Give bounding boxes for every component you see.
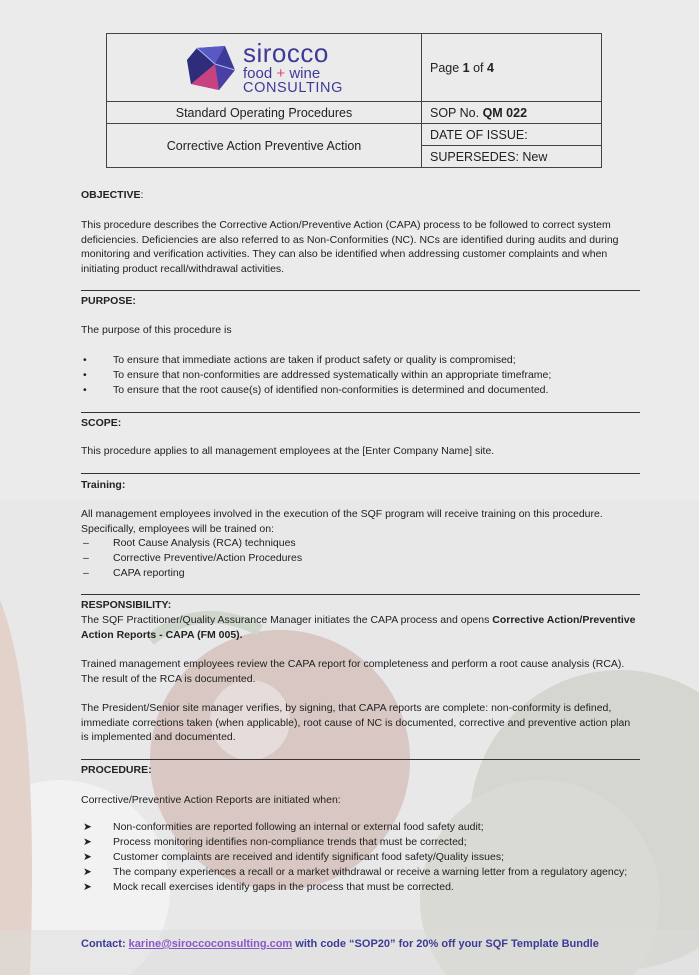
logo-cell — [107, 34, 422, 102]
list-item: ➤ Customer complaints are received and identify significant food safety/Quality issues; — [83, 851, 505, 863]
logo-cube-icon — [185, 42, 237, 94]
list-item: • To ensure that non-conformities are addressed systematically within an appropriate timeframe; — [83, 369, 552, 381]
section-divider — [81, 290, 640, 291]
list-item: – CAPA reporting — [83, 567, 185, 579]
purpose-heading: PURPOSE: — [81, 295, 136, 307]
supersedes-cell: SUPERSEDES: New — [422, 146, 602, 168]
objective-heading: OBJECTIVE: — [81, 189, 144, 201]
company-logo — [115, 37, 413, 96]
list-item: ➤ Mock recall exercises identify gaps in the process that must be corrected. — [83, 881, 454, 893]
section-divider — [81, 473, 640, 474]
list-item: – Corrective Preventive/Action Procedures — [83, 552, 303, 564]
training-text: All management employees involved in the execution of the SQF program will receive training on this procedure. Specifically, employees will be trained on: — [81, 508, 603, 535]
section-divider — [81, 594, 640, 595]
purpose-list — [81, 353, 640, 398]
training-heading: Training: — [81, 479, 126, 491]
procedure-intro: Corrective/Preventive Action Reports are initiated when: — [81, 794, 341, 806]
list-item: • To ensure that the root cause(s) of identified non-conformities is determined and documented. — [83, 384, 549, 396]
procedure-list — [81, 820, 640, 895]
responsibility-p1: The SQF Practitioner/Quality Assurance Manager initiates the CAPA process and opens Corrective Action/Preventive Action Reports - CAPA (FM 005). — [81, 614, 636, 641]
responsibility-p3: The President/Senior site manager verifies, by signing, that CAPA reports are complete: non-conformity is defined, immediate corrections taken (when applicable), root cause of NC is documented, corrective and preventive action plan is implemented and documented. — [81, 702, 631, 743]
purpose-intro: The purpose of this procedure is — [81, 324, 232, 336]
contact-line: Contact: karine@siroccoconsulting.com with code “SOP20” for 20% off your SQF Template Bundle — [81, 938, 599, 950]
list-item: ➤ Non-conformities are reported following an internal or external food safety audit; — [83, 821, 484, 833]
logo-line-2: food + wine — [243, 64, 321, 82]
list-item: – Root Cause Analysis (RCA) techniques — [83, 537, 296, 549]
list-item: ➤ The company experiences a recall or a market withdrawal or receive a warning letter from a regulatory agency; — [83, 866, 628, 878]
responsibility-p2: Trained management employees review the CAPA report for completeness and perform a root cause analysis (RCA). The result of the RCA is documented. — [81, 658, 625, 685]
header-table — [106, 33, 602, 168]
objective-text: This procedure describes the Corrective Action/Preventive Action (CAPA) process to be followed to correct system deficiencies. Deficiencies are also referred to as Non-Conformities (NC). NCs are identified during audits and during monitoring and verification activities. They can also be identified when addressing customer complaints and when initiating product recall/withdrawal activities. — [81, 219, 619, 275]
section-divider — [81, 412, 640, 413]
page-number-cell: Page 1 of 4 — [422, 34, 602, 102]
section-divider — [81, 759, 640, 760]
scope-heading: SCOPE: — [81, 417, 122, 429]
issue-date-cell: DATE OF ISSUE: — [422, 124, 602, 146]
responsibility-heading: RESPONSIBILITY: — [81, 599, 172, 611]
logo-line-1: sirocco — [243, 37, 329, 68]
contact-email-link[interactable]: karine@siroccoconsulting.com — [128, 938, 293, 950]
procedure-heading: PROCEDURE: — [81, 764, 152, 776]
doc-title-cell: Corrective Action Preventive Action — [107, 124, 422, 168]
sop-number-cell: SOP No. QM 022 — [422, 102, 602, 124]
list-item: ➤ Process monitoring identifies non-compliance trends that must be corrected; — [83, 836, 467, 848]
logo-line-3: CONSULTING — [243, 79, 343, 96]
doc-type-cell: Standard Operating Procedures — [107, 102, 422, 124]
training-list — [81, 536, 640, 581]
list-item: • To ensure that immediate actions are taken if product safety or quality is compromised; — [83, 354, 516, 366]
scope-text: This procedure applies to all management employees at the [Enter Company Name] site. — [81, 445, 495, 457]
